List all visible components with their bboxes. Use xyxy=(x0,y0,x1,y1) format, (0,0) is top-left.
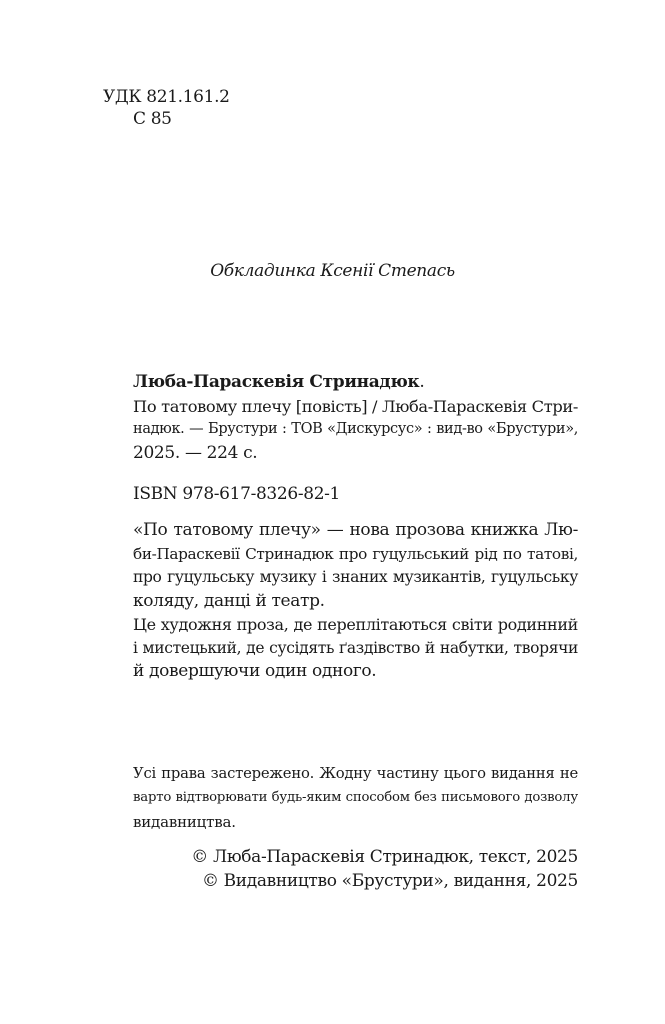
rights-line: варто відтворювати будь-яким способом без письмового дозволу xyxy=(133,790,578,805)
bibliographic-description xyxy=(133,371,578,465)
rights-notice xyxy=(133,762,578,834)
annotation-line: би-Параскевії Стринадюк про гуцульський рід по татові, xyxy=(133,544,578,563)
rights-line: Усі права застережено. Жодну частину цього видання не xyxy=(133,765,578,782)
author-sign: С 85 xyxy=(133,109,172,129)
annotation-line: і мистецький, де сусідять ґаздівство й набутки, творячи xyxy=(133,638,578,657)
annotation-line: коляду, данці й театр. xyxy=(133,590,325,611)
rights-line: видавництва. xyxy=(133,813,236,831)
annotation-line: «По татовому плечу» — нова прозова книжка Лю- xyxy=(133,520,578,540)
udk-code: УДК 821.161.2 xyxy=(103,87,230,107)
bibliographic-line-3: 2025. — 224 с. xyxy=(133,442,258,463)
copyright-text-line: © Люба-Параскевія Стринадюк, текст, 2025 xyxy=(191,847,578,867)
isbn: ISBN 978-617-8326-82-1 xyxy=(133,484,341,504)
annotation-line: й довершуючи один одного. xyxy=(133,661,377,681)
annotation xyxy=(133,519,578,684)
bibliographic-line-1: По татовому плечу [повість] / Люба-Параскевія Стри- xyxy=(133,396,579,416)
cover-credit: Обкладинка Ксенії Степась xyxy=(210,261,455,281)
annotation-line: Це художня проза, де переплітаються світи родинний xyxy=(133,615,578,634)
bibliographic-author-line xyxy=(133,371,578,395)
bibliographic-line-2: надюк. — Брустури : ТОВ «Дискурсус» : вид-во «Брустури», xyxy=(133,421,578,437)
bibliographic-author-dot: . xyxy=(419,372,425,392)
copyright-publisher-line: © Видавництво «Брустури», видання, 2025 xyxy=(201,870,578,891)
bibliographic-author: Люба-Параскевія Стринадюк xyxy=(133,372,420,392)
annotation-line: про гуцульську музику і знаних музикантів, гуцульську xyxy=(133,568,578,586)
copyright-block xyxy=(191,846,578,893)
